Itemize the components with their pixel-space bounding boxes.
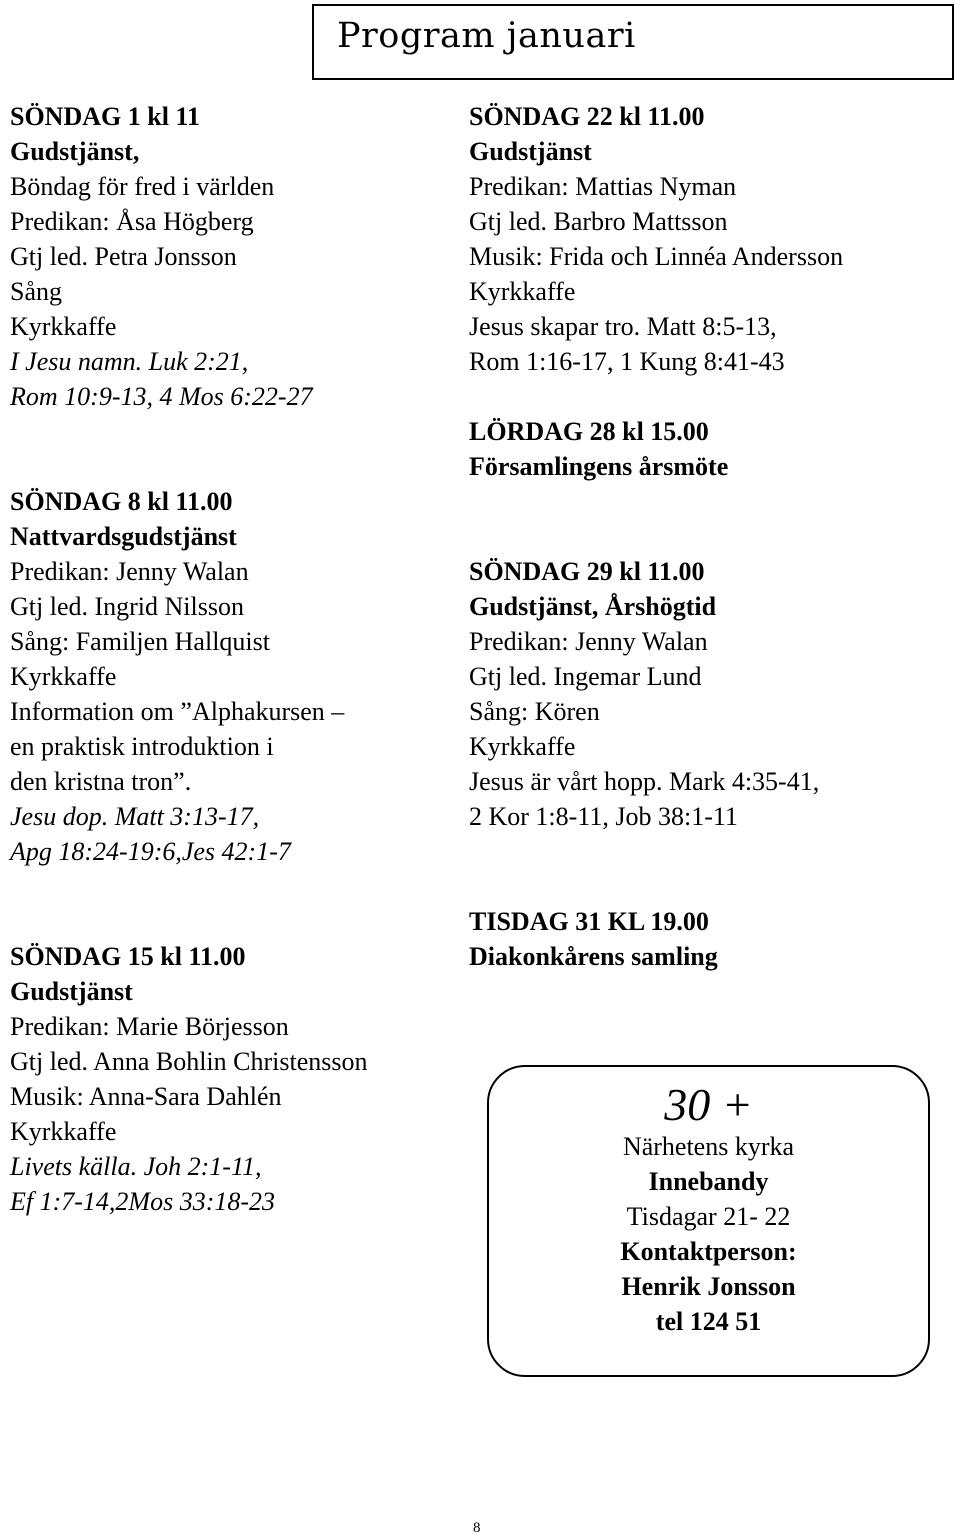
event-heading: SÖNDAG 8 kl 11.00 <box>10 487 233 516</box>
event-heading: SÖNDAG 29 kl 11.00 <box>469 557 705 586</box>
event-scripture: Jesu dop. Matt 3:13-17, <box>10 802 260 831</box>
event-heading: LÖRDAG 28 kl 15.00 <box>469 417 709 446</box>
event-line: Kyrkkaffe <box>469 277 576 306</box>
event-line: Gtj led. Petra Jonsson <box>10 242 237 271</box>
event-line: den kristna tron”. <box>10 767 192 796</box>
badge-line: Närhetens kyrka <box>622 1132 795 1161</box>
badge-line: Tisdagar 21- 22 <box>626 1202 791 1231</box>
thirty-plus-title: 30 + <box>664 1079 753 1130</box>
event-block-sondag-29 <box>469 554 949 834</box>
event-heading: SÖNDAG 15 kl 11.00 <box>10 942 246 971</box>
event-line: Rom 1:16-17, 1 Kung 8:41-43 <box>469 347 785 376</box>
event-line: 2 Kor 1:8-11, Job 38:1-11 <box>469 802 738 831</box>
event-line: Predikan: Mattias Nyman <box>469 172 737 201</box>
event-line: Gtj led. Anna Bohlin Christensson <box>10 1047 368 1076</box>
event-line: Kyrkkaffe <box>10 312 117 341</box>
event-line: Kyrkkaffe <box>10 1117 117 1146</box>
badge-line: Kontaktperson: <box>620 1237 797 1266</box>
event-scripture: Livets källa. Joh 2:1-11, <box>10 1152 262 1181</box>
spacer <box>10 869 450 939</box>
badge-line: Innebandy <box>648 1167 769 1196</box>
event-line: Kyrkkaffe <box>469 732 576 761</box>
event-heading: SÖNDAG 1 kl 11 <box>10 102 200 131</box>
spacer <box>469 379 949 414</box>
event-line: Predikan: Jenny Walan <box>469 627 708 656</box>
spacer <box>469 484 949 554</box>
event-title: Gudstjänst <box>10 977 133 1006</box>
event-heading: SÖNDAG 22 kl 11.00 <box>469 102 705 131</box>
event-block-sondag-22 <box>469 99 949 379</box>
event-title: Gudstjänst, Årshögtid <box>469 592 717 621</box>
event-line: Kyrkkaffe <box>10 662 117 691</box>
event-line: Gtj led. Ingemar Lund <box>469 662 702 691</box>
event-scripture: Ef 1:7-14,2Mos 33:18-23 <box>10 1187 276 1216</box>
event-line: Information om ”Alphakursen – <box>10 697 345 726</box>
page-number: 8 <box>473 1520 481 1536</box>
thirty-plus-box <box>487 1065 930 1377</box>
badge-line: tel 124 51 <box>655 1307 762 1336</box>
event-line: Sång <box>10 277 62 306</box>
event-title: Nattvardsgudstjänst <box>10 522 237 551</box>
event-title: Församlingens årsmöte <box>469 452 729 481</box>
page-title: Program januari <box>337 16 636 56</box>
event-line: Böndag för fred i världen <box>10 172 275 201</box>
badge-line: Henrik Jonsson <box>621 1272 796 1301</box>
event-line: Gtj led. Barbro Mattsson <box>469 207 728 236</box>
event-line: en praktisk introduktion i <box>10 732 274 761</box>
right-column <box>469 99 949 974</box>
event-line: Musik: Frida och Linnéa Andersson <box>469 242 844 271</box>
event-line: Predikan: Jenny Walan <box>10 557 249 586</box>
event-block-tisdag-31 <box>469 904 949 974</box>
event-block-sondag-8 <box>10 484 450 869</box>
event-line: Predikan: Åsa Högberg <box>10 207 254 236</box>
event-line: Gtj led. Ingrid Nilsson <box>10 592 244 621</box>
spacer <box>10 414 450 484</box>
event-block-sondag-15 <box>10 939 450 1219</box>
event-line: Sång: Familjen Hallquist <box>10 627 270 656</box>
event-line: Jesus skapar tro. Matt 8:5-13, <box>469 312 777 341</box>
event-scripture: I Jesu namn. Luk 2:21, <box>10 347 249 376</box>
event-title: Diakonkårens samling <box>469 942 718 971</box>
left-column <box>10 99 450 1219</box>
event-title: Gudstjänst <box>469 137 592 166</box>
event-line: Jesus är vårt hopp. Mark 4:35-41, <box>469 767 820 796</box>
thirty-plus-details <box>489 1129 928 1339</box>
event-block-lordag-28 <box>469 414 949 484</box>
event-scripture: Rom 10:9-13, 4 Mos 6:22-27 <box>10 382 313 411</box>
event-scripture: Apg 18:24-19:6,Jes 42:1-7 <box>10 837 291 866</box>
spacer <box>469 834 949 904</box>
event-line: Predikan: Marie Börjesson <box>10 1012 289 1041</box>
page-title-box <box>312 4 954 80</box>
event-line: Musik: Anna-Sara Dahlén <box>10 1082 282 1111</box>
event-line: Sång: Kören <box>469 697 600 726</box>
event-block-sondag-1 <box>10 99 450 414</box>
event-title: Gudstjänst, <box>10 137 140 166</box>
event-heading: TISDAG 31 KL 19.00 <box>469 907 709 936</box>
